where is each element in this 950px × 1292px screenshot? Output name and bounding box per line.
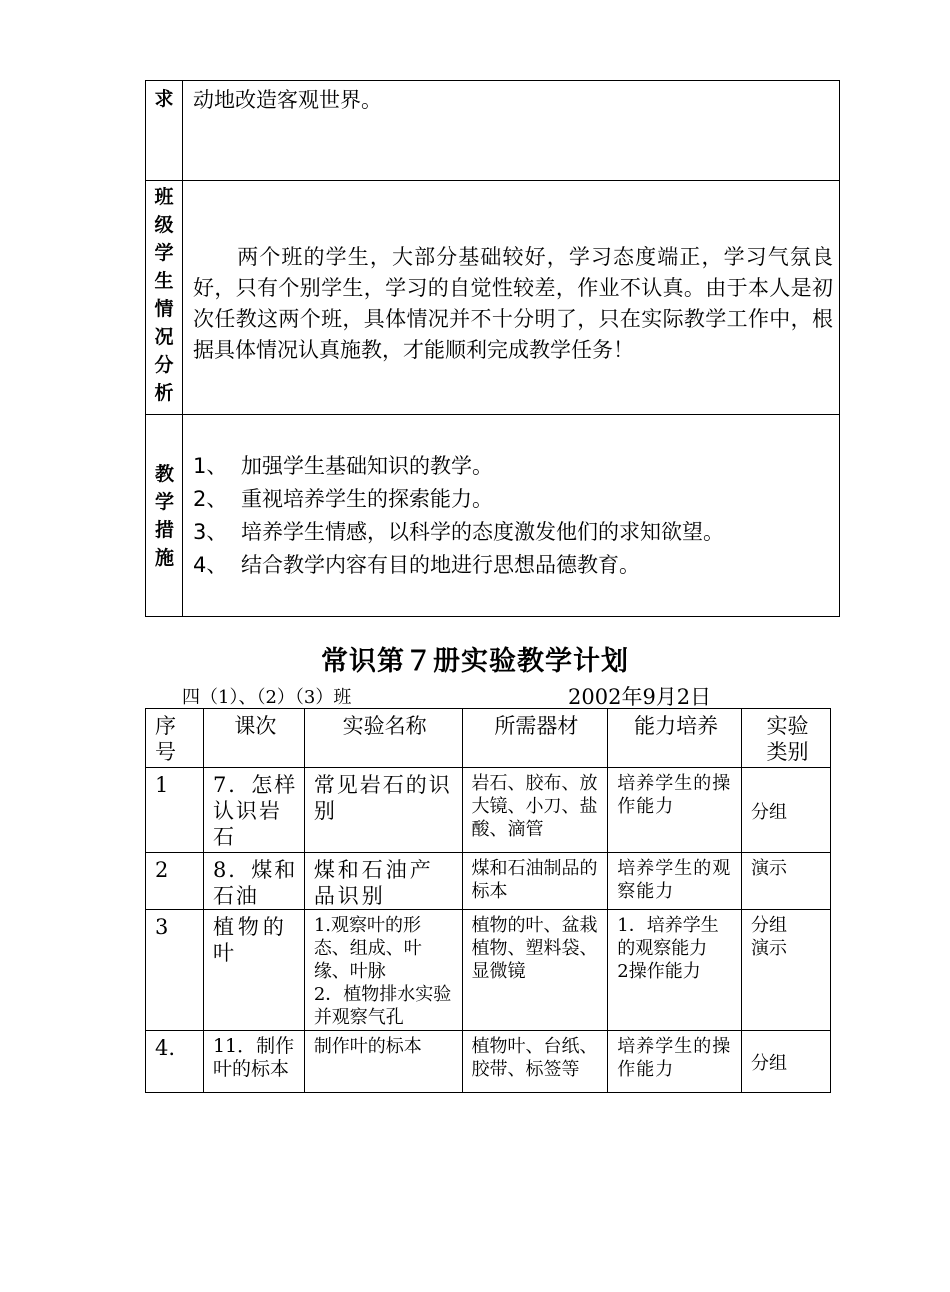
table-row: 3 植物的叶 1.观察叶的形态、组成、叶缘、叶脉 2．植物排水实验并观察气孔 植物的叶、盆栽植物、塑料袋、显微镜 1．培养学生的观察能力 2操作能力 分组 演示 (146, 910, 831, 1031)
upper-info-table (145, 80, 840, 617)
page-title: 常识第７册实验教学计划 (321, 646, 629, 677)
row-label-class-analysis: 班级学生情况分析 (146, 181, 183, 415)
table-row: 1 7．怎样认识岩石 常见岩石的识别 岩石、胶布、放大镜、小刀、盐酸、滴管 培养学生的操作能力 分组 (146, 768, 831, 853)
table-row (146, 415, 840, 617)
list-item: 4、 结合教学内容有目的地进行思想品德教育。 (193, 552, 640, 577)
row-label-teaching-measures: 教学措施 (146, 415, 183, 617)
header-category: 实验类别 (742, 709, 831, 768)
header-lesson: 课次 (203, 709, 304, 768)
list-item: 3、 培养学生情感，以科学的态度激发他们的求知欲望。 (193, 519, 724, 544)
row-content: 动地改造客观世界。 (183, 81, 840, 181)
class-analysis-content: 两个班的学生，大部分基础较好，学习态度端正，学习气氛良好，只有个别学生，学习的自觉性较差，作业不认真。由于本人是初次任教这两个班，具体情况并不十分明了，只在实际教学工作中，根据具体情况认真施教，才能顺利完成教学任务！ (183, 181, 840, 415)
header-equipment: 所需器材 (462, 709, 608, 768)
plan-date: 2002年9月2日 (568, 685, 712, 709)
list-item: 1、 加强学生基础知识的教学。 (193, 453, 493, 478)
header-ability: 能力培养 (608, 709, 742, 768)
header-experiment-name: 实验名称 (304, 709, 462, 768)
table-row (146, 81, 840, 181)
table-row: 4. 11．制作叶的标本 制作叶的标本 植物叶、台纸、胶带、标签等 培养学生的操作能力 分组 (146, 1031, 831, 1093)
table-header-row (146, 709, 831, 768)
table-row (146, 181, 840, 415)
list-item: 2、 重视培养学生的探索能力。 (193, 486, 493, 511)
teaching-measures-list (183, 415, 840, 617)
experiment-plan-table (145, 708, 831, 1093)
header-seq: 序号 (146, 709, 204, 768)
class-info: 四（1）、（2）（3）班 (182, 687, 352, 708)
row-label: 求 (146, 81, 183, 181)
table-row: 2 8．煤和石油 煤和石油产品识别 煤和石油制品的标本 培养学生的观察能力 演示 (146, 853, 831, 910)
